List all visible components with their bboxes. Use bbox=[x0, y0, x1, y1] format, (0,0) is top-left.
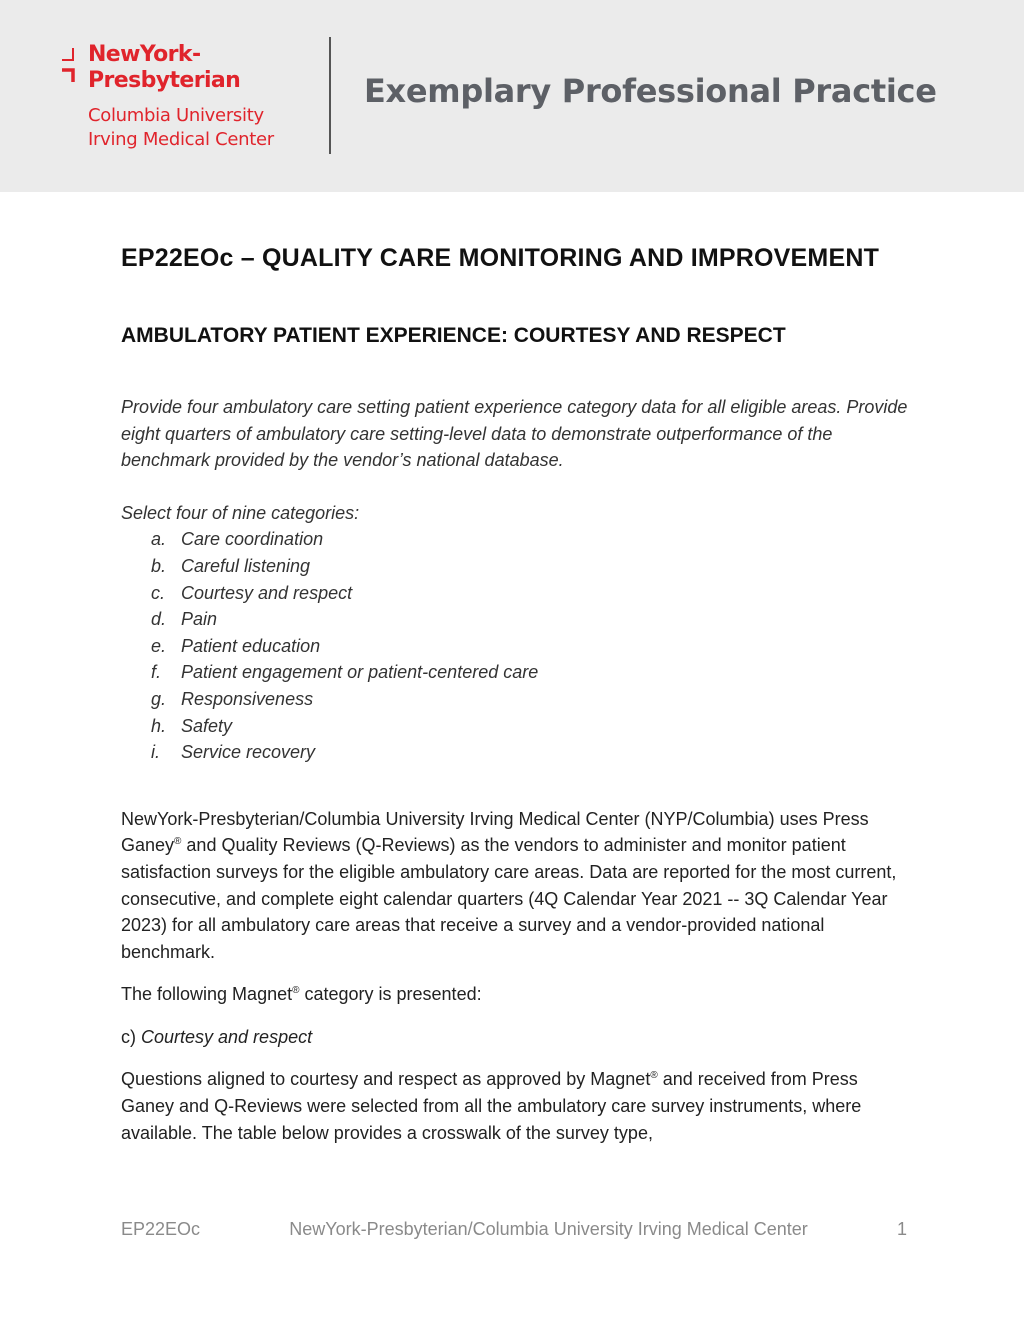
list-label: Safety bbox=[181, 715, 233, 736]
list-label: Service recovery bbox=[181, 742, 316, 763]
list-marker: e. bbox=[151, 635, 167, 656]
instructions-text: Provide four ambulatory care setting patient experience category data for all eligible areas. Provide eight quarters of ambulatory care setting-level data to demonstrate outperformance of the benchmark provided by the vendor’s national database. bbox=[121, 397, 908, 471]
footer-code: EP22EOc bbox=[121, 1219, 201, 1239]
logo-mark-icon bbox=[60, 46, 80, 86]
list-item bbox=[151, 580, 911, 607]
list-marker: g. bbox=[151, 688, 167, 709]
logo-sub-line2: Irving Medical Center bbox=[88, 129, 274, 150]
text: and Quality Reviews (Q-Reviews) as the vendors to administer and monitor patient satisfaction surveys for the eligible ambulatory care areas. Data are reported for the most current, consecutive, and complete eight calendar quarters (4Q Calendar Year 2021 -- 3Q Calendar Year 2023) for all ambulatory care areas that receive a survey and a vendor-provided national benchmark. bbox=[121, 835, 897, 962]
list-item bbox=[151, 686, 911, 713]
list-marker: d. bbox=[151, 609, 167, 630]
registered-mark: ® bbox=[650, 1070, 658, 1082]
page-footer bbox=[121, 1219, 907, 1240]
list-item bbox=[151, 606, 911, 633]
text: The following Magnet bbox=[121, 984, 293, 1005]
list-item bbox=[151, 633, 911, 660]
registered-mark: ® bbox=[292, 985, 300, 997]
footer-org: NewYork-Presbyterian/Columbia University Irving Medical Center bbox=[289, 1219, 808, 1239]
list-marker: h. bbox=[151, 715, 167, 736]
text: NewYork-Presbyterian/Columbia University Irving Medical Center (NYP/Columbia) uses Press Ganey bbox=[121, 808, 869, 856]
logo-name bbox=[88, 42, 240, 94]
list-marker: a. bbox=[151, 529, 167, 550]
logo-subtitle bbox=[88, 104, 274, 152]
list-item bbox=[151, 526, 911, 553]
document-title: EP22EOc – QUALITY CARE MONITORING AND IMPROVEMENT bbox=[121, 244, 880, 272]
logo-name-line1: NewYork- bbox=[88, 42, 201, 67]
header-title: Exemplary Professional Practice bbox=[364, 72, 937, 110]
category-name: Courtesy and respect bbox=[141, 1026, 313, 1047]
text: c) bbox=[121, 1026, 141, 1047]
category-list bbox=[121, 526, 911, 765]
list-marker: c. bbox=[151, 582, 166, 603]
page-number: 1 bbox=[896, 1219, 907, 1239]
list-label: Careful listening bbox=[181, 555, 311, 576]
header-divider bbox=[329, 37, 331, 154]
list-label: Pain bbox=[181, 609, 218, 630]
text: and received from Press Ganey and Q-Reviews were selected from all the ambulatory care survey instruments, where available. The table below provides a crosswalk of the survey type, bbox=[121, 1069, 862, 1143]
list-label: Patient education bbox=[181, 635, 321, 656]
list-marker: f. bbox=[151, 662, 162, 683]
select-label: Select four of nine categories: bbox=[121, 502, 360, 523]
list-marker: i. bbox=[151, 742, 160, 763]
list-label: Patient engagement or patient-centered care bbox=[181, 662, 539, 683]
category-intro-paragraph bbox=[121, 981, 911, 1008]
list-label: Courtesy and respect bbox=[181, 582, 353, 603]
text: Questions aligned to courtesy and respect as approved by Magnet bbox=[121, 1069, 651, 1090]
nyp-logo bbox=[60, 42, 310, 162]
list-item bbox=[151, 659, 911, 686]
selected-category bbox=[121, 1024, 911, 1051]
questions-paragraph bbox=[121, 1066, 911, 1146]
list-marker: b. bbox=[151, 555, 167, 576]
document-body bbox=[121, 240, 911, 1146]
logo-sub-line1: Columbia University bbox=[88, 105, 264, 126]
list-label: Care coordination bbox=[181, 529, 324, 550]
list-item bbox=[151, 553, 911, 580]
logo-name-line2: Presbyterian bbox=[88, 68, 241, 93]
list-item bbox=[151, 739, 911, 766]
vendor-paragraph bbox=[121, 806, 911, 966]
document-subtitle: AMBULATORY PATIENT EXPERIENCE: COURTESY AND RESPECT bbox=[121, 324, 786, 347]
text: category is presented: bbox=[299, 984, 482, 1005]
registered-mark: ® bbox=[174, 836, 182, 848]
page-header bbox=[0, 0, 1024, 192]
list-item bbox=[151, 713, 911, 740]
list-label: Responsiveness bbox=[181, 688, 314, 709]
